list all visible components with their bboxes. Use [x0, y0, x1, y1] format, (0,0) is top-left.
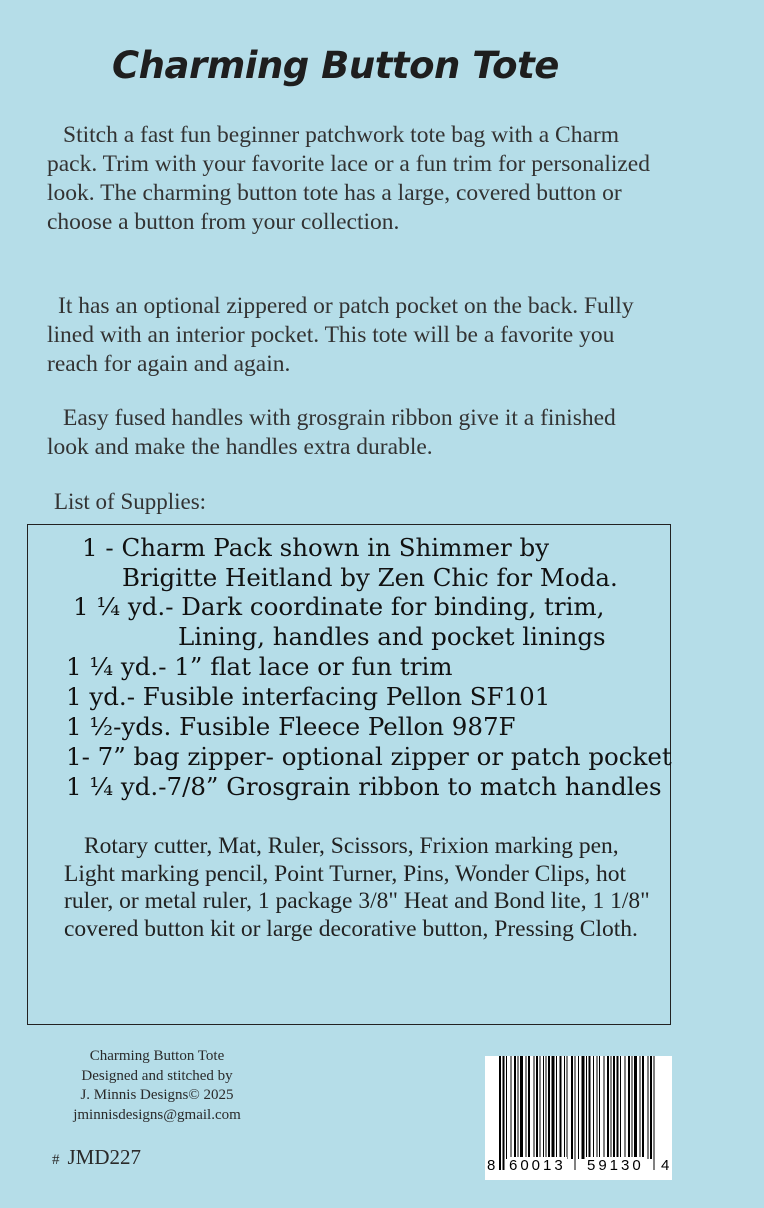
- credits-designer-line: Designed and stitched by: [81, 1067, 233, 1084]
- supply-item: 1 - Charm Pack shown in Shimmer by: [82, 533, 550, 562]
- barcode-bar: [560, 1056, 562, 1159]
- barcode-bar: [571, 1056, 573, 1159]
- barcode-bar: [654, 1056, 655, 1170]
- barcode-bar: [599, 1056, 600, 1159]
- description-paragraph-2: It has an optional zippered or patch pocket on the back. Fully lined with an interior pocket. This tote will be a favorite you reach for again and again.: [47, 293, 634, 377]
- barcode-digit-last: 4: [661, 1157, 670, 1174]
- credits-copyright: J. Minnis Designs© 2025: [80, 1087, 234, 1103]
- barcode-bar: [518, 1056, 519, 1159]
- barcode-bar: [578, 1056, 579, 1159]
- supply-item: Brigitte Heitland by Zen Chic for Moda.: [122, 563, 618, 592]
- barcode-bar: [607, 1056, 609, 1159]
- barcode-bar: [650, 1056, 652, 1159]
- product-sku: [52, 1145, 141, 1170]
- barcode-digits-right: 59130: [587, 1157, 644, 1174]
- barcode-bar: [597, 1056, 598, 1159]
- barcode-digit-first: 8: [487, 1157, 496, 1174]
- barcode-bar: [506, 1056, 507, 1159]
- supply-item: 1- 7” bag zipper- optional zipper or patch pocket: [66, 742, 672, 771]
- barcode-bar: [548, 1056, 550, 1159]
- credits-title: Charming Button Tote: [89, 1048, 225, 1064]
- supply-item: 1 ¼ yd.- 1” flat lace or fun trim: [66, 652, 453, 681]
- barcode-bar: [617, 1056, 619, 1159]
- barcode-bar: [589, 1056, 591, 1159]
- barcode-bar: [604, 1056, 605, 1159]
- sku-code: JMD227: [67, 1145, 142, 1169]
- tools-list: Rotary cutter, Mat, Ruler, Scissors, Frixion marking pen, Light marking pencil, Point Turner, Pins, Wonder Clips, hot ruler, or metal ruler, 1 package 3/8" Heat and Bond lite, 1 1/8" covered button kit or large decorative button, Pressing Cloth.: [64, 833, 650, 942]
- barcode-bar: [499, 1056, 501, 1170]
- description-paragraph-3: Easy fused handles with grosgrain ribbon give it a finished look and make the handles extra durable.: [47, 405, 616, 460]
- credits-email: jminnisdesigns@gmail.com: [73, 1106, 241, 1123]
- barcode-bar: [546, 1056, 547, 1159]
- barcode-bar: [613, 1056, 615, 1159]
- barcode-bar: [514, 1056, 516, 1159]
- supply-item: 1 ¼ yd.-7/8” Grosgrain ribbon to match handles: [66, 772, 662, 801]
- barcode-bar: [526, 1056, 527, 1159]
- supply-item: Lining, handles and pocket linings: [178, 622, 606, 651]
- barcode-bar: [564, 1056, 565, 1159]
- barcode-digits-left: 60013: [509, 1157, 566, 1174]
- barcode-bar: [625, 1056, 626, 1159]
- credits-block: [42, 1047, 272, 1125]
- supplies-heading: List of Supplies:: [54, 489, 207, 514]
- barcode-bar: [648, 1056, 649, 1159]
- supply-item: 1 ½-yds. Fusible Fleece Pellon 987F: [66, 712, 516, 741]
- barcode-bar: [632, 1056, 633, 1159]
- barcode-bar: [642, 1056, 644, 1159]
- barcode: [485, 1056, 672, 1180]
- sku-hash: #: [52, 1152, 60, 1168]
- page-title: Charming Button Tote: [112, 44, 559, 87]
- barcode-bar: [611, 1056, 612, 1159]
- barcode-bar: [536, 1056, 538, 1159]
- barcode-bar: [528, 1056, 530, 1159]
- barcode-bar: [640, 1056, 641, 1159]
- barcode-bar: [620, 1056, 621, 1159]
- barcode-bar: [503, 1056, 505, 1170]
- supply-item: 1 ¼ yd.- Dark coordinate for binding, trim,: [73, 592, 605, 621]
- barcode-bar: [552, 1056, 555, 1159]
- barcode-bar: [586, 1056, 587, 1159]
- barcode-bar: [628, 1056, 630, 1159]
- barcode-bar: [582, 1056, 585, 1159]
- barcode-bar: [593, 1056, 594, 1159]
- barcode-bar: [543, 1056, 544, 1159]
- barcode-bar: [567, 1056, 568, 1159]
- barcode-bar: [511, 1056, 512, 1159]
- barcode-bar: [575, 1056, 576, 1170]
- barcode-bar: [540, 1056, 541, 1159]
- barcode-bar: [520, 1056, 523, 1159]
- description-paragraph-1: Stitch a fast fun beginner patchwork tote bag with a Charm pack. Trim with your favorite lace or a fun trim for personalized look. The charming button tote has a large, covered button or choose a button from your collection.: [47, 122, 650, 235]
- supply-item: 1 yd.- Fusible interfacing Pellon SF101: [66, 682, 551, 711]
- barcode-digits: [485, 1157, 672, 1175]
- barcode-bar: [634, 1056, 637, 1159]
- barcode-bar: [534, 1056, 535, 1159]
- barcode-bar: [556, 1056, 557, 1159]
